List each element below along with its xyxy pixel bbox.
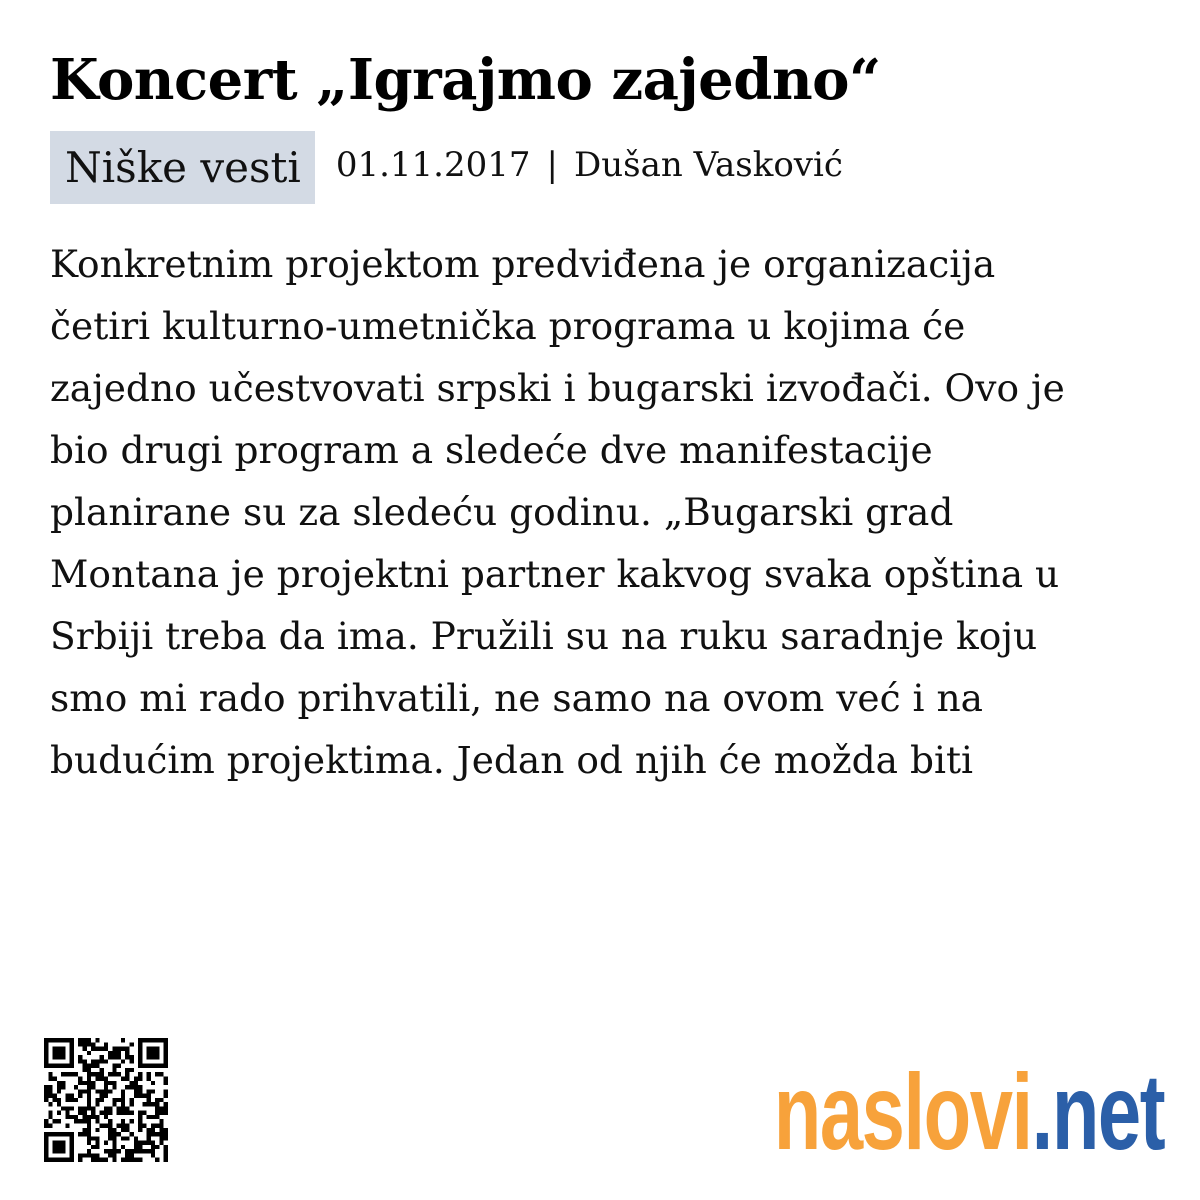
body-line: Konkretnim projektom predviđena je organizacija	[50, 242, 996, 286]
article-title: Koncert „Igrajmo zajedno“	[50, 47, 881, 113]
body-line: planirane su za sledeću godinu. „Bugarski grad	[50, 490, 954, 534]
article-meta	[50, 131, 843, 204]
body-line: Srbiji treba da ima. Pružili su na ruku saradnje koju	[50, 614, 1038, 658]
category-badge[interactable]: Niške vesti	[50, 131, 315, 204]
article-byline	[336, 143, 843, 187]
site-logo[interactable]	[773, 1051, 1164, 1172]
logo-wordmark: naslovi	[773, 1051, 1032, 1172]
qr-code-icon[interactable]	[44, 1036, 168, 1164]
article-author: Dušan Vasković	[573, 145, 843, 185]
body-line: Montana je projektni partner kakvog svaka opština u	[50, 552, 1060, 596]
body-line: zajedno učestvovati srpski i bugarski izvođači. Ovo je	[50, 366, 1065, 410]
body-line: smo mi rado prihvatili, ne samo na ovom već i na	[50, 676, 983, 720]
meta-separator: |	[546, 145, 558, 185]
body-line: bio drugi program a sledeće dve manifestacije	[50, 428, 933, 472]
article-body	[50, 233, 1160, 791]
article-date: 01.11.2017	[335, 145, 531, 185]
body-line: budućim projektima. Jedan od njih će možda biti	[50, 738, 974, 782]
logo-domain: .net	[1031, 1051, 1164, 1172]
body-line: četiri kulturno-umetnička programa u kojima će	[50, 304, 966, 348]
